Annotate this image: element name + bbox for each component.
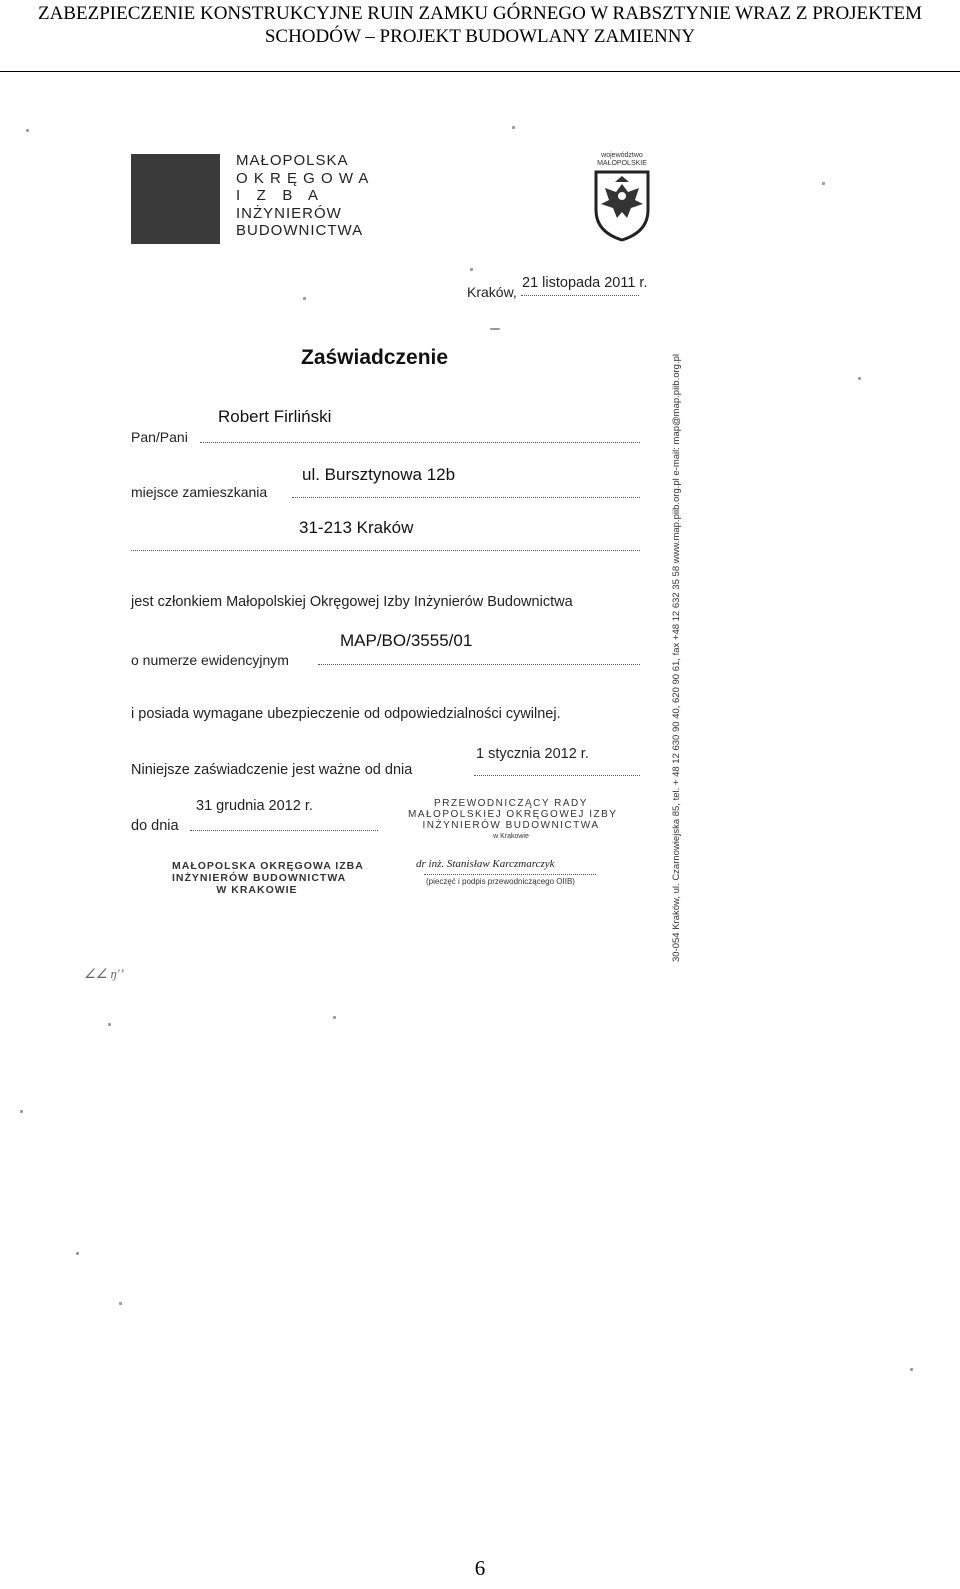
logo-line: BUDOWNICTWA: [236, 222, 364, 239]
scan-speck: [333, 1016, 336, 1019]
document-header: [0, 2, 960, 48]
org-logo-text: [236, 152, 369, 240]
emblem-caption-1: województwo: [601, 152, 643, 159]
name-value: Robert Firliński: [218, 407, 332, 426]
logo-line: O K R Ę G O W A: [236, 169, 370, 187]
stamp-line: MAŁOPOLSKA OKRĘGOWA IZBA: [172, 860, 364, 872]
scan-speck: [119, 1302, 122, 1305]
scan-speck: [512, 126, 515, 129]
scan-speck: [20, 1110, 23, 1113]
dotted-line: [474, 775, 640, 776]
place-prefix: Kraków,: [467, 284, 517, 300]
scanned-certificate: [0, 72, 960, 1552]
insurance-text: i posiada wymagane ubezpieczenie od odpowiedzialności cywilnej.: [131, 706, 561, 722]
address-line-2: 31-213 Kraków: [299, 518, 414, 537]
signature-caption: (pieczęć i podpis przewodniczącego OIIB): [426, 877, 575, 886]
scan-speck: [858, 377, 861, 380]
dotted-line: [318, 664, 640, 665]
dotted-line: [190, 830, 378, 831]
voivodeship-emblem: [586, 152, 658, 252]
valid-from-date: 1 stycznia 2012 r.: [476, 746, 589, 762]
valid-from-label: Niniejsze zaświadczenie jest ważne od dnia: [131, 762, 413, 778]
logo-line: INŻYNIERÓW: [236, 204, 342, 222]
name-label: Pan/Pani: [131, 429, 188, 445]
scan-speck: [108, 1023, 111, 1026]
logo-line: MAŁOPOLSKA: [236, 152, 349, 169]
signature-name: dr inż. Stanisław Karczmarczyk: [416, 858, 555, 870]
dotted-line: [131, 550, 640, 551]
scan-speck: [303, 297, 306, 300]
header-line-2: SCHODÓW – PROJEKT BUDOWLANY ZAMIENNY: [264, 26, 696, 47]
certificate-title: Zaświadczenie: [301, 346, 449, 369]
valid-to-date: 31 grudnia 2012 r.: [196, 798, 313, 814]
scan-speck: [470, 268, 473, 271]
scan-speck: [26, 129, 29, 132]
scan-speck: [910, 1368, 913, 1371]
dotted-line: [521, 295, 639, 296]
stamp-line: INŻYNIERÓW BUDOWNICTWA: [172, 872, 347, 884]
dotted-line: [424, 874, 596, 875]
registration-number: MAP/BO/3555/01: [340, 631, 473, 650]
scan-speck: [822, 182, 825, 185]
org-logo-square: [131, 154, 220, 244]
date-issued: 21 listopada 2011 r.: [522, 275, 648, 291]
side-contact-strip: 30-054 Kraków, ul. Czarnowiejska 85, tel. + 48 12 630 90 40, 620 90 61, fax +48 12 632 35 58 www.map.piib.org.pl e-mail: map@map.piib.org.pl: [671, 354, 682, 962]
scan-speck: [76, 1252, 79, 1255]
chair-title-line: PRZEWODNICZĄCY RADY: [434, 798, 588, 809]
address-line-1: ul. Bursztynowa 12b: [302, 465, 456, 484]
dotted-line: [200, 442, 640, 443]
valid-to-label: do dnia: [131, 818, 179, 834]
chair-title: [408, 798, 618, 842]
chair-title-line: w Krakowie: [493, 833, 529, 840]
logo-line: I Z B A: [236, 187, 320, 204]
stamp-line: W KRAKOWIE: [216, 884, 298, 896]
scan-speck: [490, 328, 500, 330]
member-text: jest członkiem Małopolskiej Okręgowej Izby Inżynierów Budownictwa: [131, 594, 573, 610]
registration-label: o numerze ewidencyjnym: [131, 652, 289, 668]
handwritten-note: ∠∠ ŋ'ʼ: [84, 966, 124, 981]
page-number: 6: [474, 1556, 486, 1580]
chair-title-line: INŻYNIERÓW BUDOWNICTWA: [422, 820, 600, 831]
emblem-caption-2: MAŁOPOLSKIE: [597, 160, 647, 167]
eagle-shield-icon: [593, 170, 651, 242]
address-label: miejsce zamieszkania: [131, 484, 268, 500]
header-line-1: ZABEZPIECZENIE KONSTRUKCYJNE RUIN ZAMKU GÓRNEGO W RABSZTYNIE WRAZ Z PROJEKTEM: [37, 3, 922, 24]
dotted-line: [292, 497, 640, 498]
org-stamp: [172, 860, 364, 896]
chair-title-line: MAŁOPOLSKIEJ OKRĘGOWEJ IZBY: [408, 809, 618, 820]
